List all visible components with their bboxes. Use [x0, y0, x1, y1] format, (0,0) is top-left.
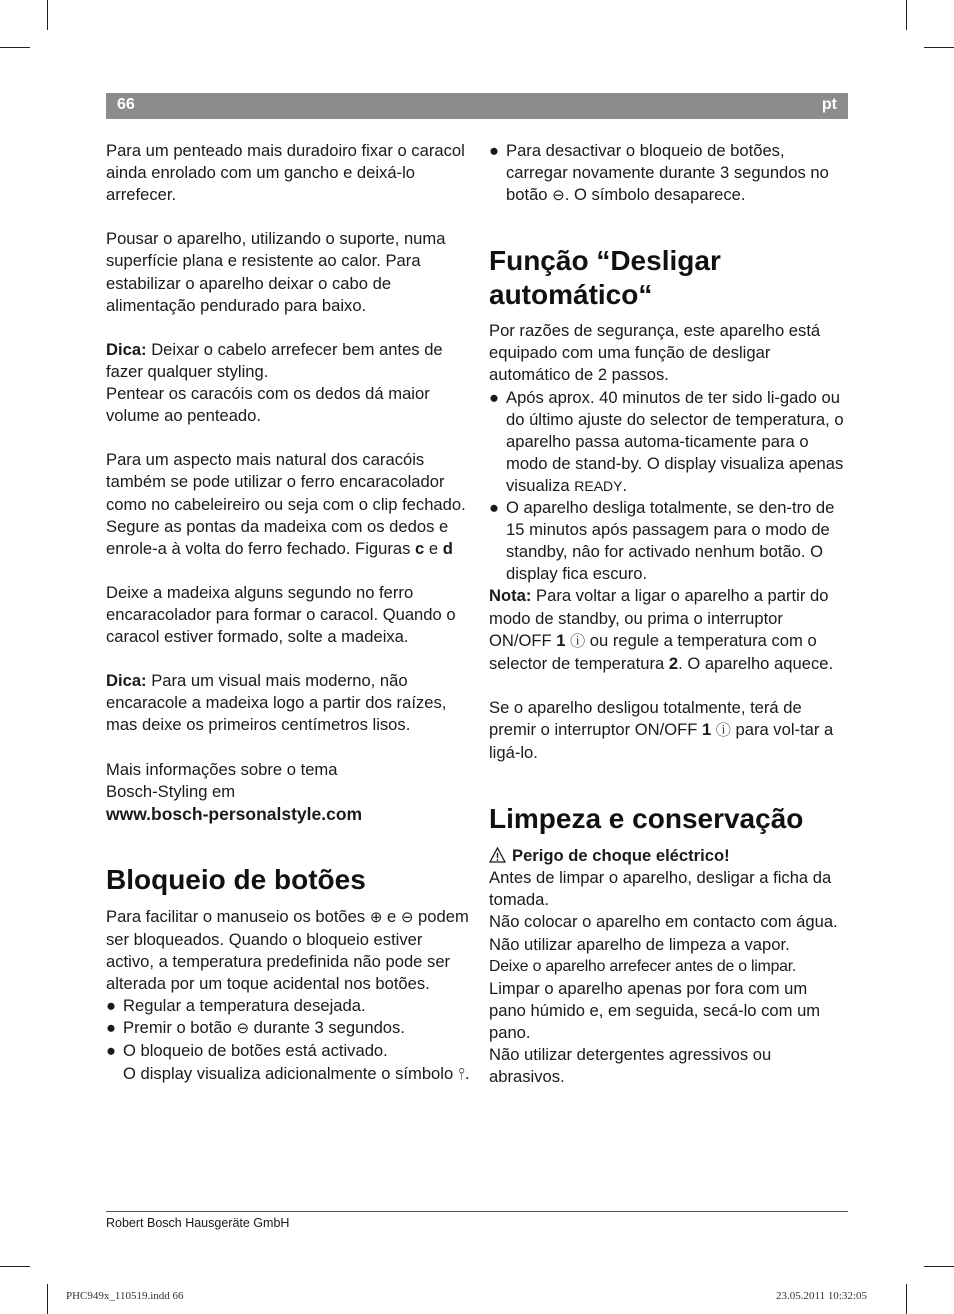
bullet-icon: ●: [106, 1018, 117, 1038]
more-info-line1: Mais informações sobre o tema: [106, 759, 338, 779]
plus-button-icon: ⊕: [369, 908, 383, 926]
slug-filename: PHC949x_110519.indd 66: [66, 1290, 184, 1302]
cleaning-step: Limpar o aparelho apenas por fora com um pano húmido e, em seguida, secá-lo com um pano.: [489, 978, 821, 1042]
list-item: ● Premir o botão ⊖ durante 3 segundos.: [106, 1017, 470, 1040]
power-icon: ⓘ: [715, 721, 731, 739]
heading-auto-off: Função “Desligar automático“: [489, 245, 721, 311]
minus-button-icon: ⊖: [236, 1020, 250, 1038]
note-label: Nota:: [489, 586, 532, 606]
heading-cleaning: Limpeza e conservação: [489, 803, 804, 835]
crop-mark: [906, 0, 907, 30]
crop-mark: [0, 1266, 30, 1267]
bullet-icon: ●: [489, 141, 500, 160]
list-item: ● O aparelho desliga totalmente, se den-tro de 15 minutos após passagem para o modo de standby, nâo for activado nenhum botão. O display fica escuro.: [489, 497, 847, 585]
list-item: ● Regular a temperatura desejada.: [106, 995, 470, 1017]
crop-mark: [924, 47, 954, 48]
right-column: [489, 140, 847, 1088]
bullet-icon: ●: [489, 498, 500, 518]
tip-paragraph-modern: Dica: Para um visual mais moderno, não encaracole a madeixa logo a partir dos raízes, mas deixe os primeiros centímetros lisos.: [106, 671, 447, 735]
paragraph-lock-intro: Para facilitar o manuseio os botões ⊕ e ⊖ podem ser bloqueados. Quando o bloqueio estiver activo, a temperatura predefinida não pode ser alterada por um toque acidental nos botões.: [106, 906, 469, 994]
more-info-line2: Bosch-Styling em: [106, 781, 236, 801]
footer-divider: [106, 1211, 848, 1212]
slug-datetime: 23.05.2011 10:32:05: [776, 1290, 867, 1302]
cleaning-step: Não utilizar detergentes agressivos ou abrasivos.: [489, 1045, 772, 1087]
tip-label: Dica:: [106, 671, 147, 691]
warning-line: [489, 845, 847, 867]
left-column: [106, 140, 470, 1085]
crop-mark: [47, 0, 48, 30]
crop-mark: [0, 47, 30, 48]
cleaning-step: Deixe o aparelho arrefecer antes de o limpar.: [489, 957, 797, 975]
bullet-icon: ●: [106, 996, 117, 1016]
crop-mark: [906, 1284, 907, 1314]
crop-mark: [47, 1284, 48, 1314]
warning-triangle-icon: [489, 847, 506, 863]
crop-mark: [924, 1266, 954, 1267]
cleaning-step: Não colocar o aparelho em contacto com água.: [489, 912, 838, 932]
minus-button-icon: ⊖: [552, 187, 565, 205]
paragraph-hold: Deixe a madeixa alguns segundo no ferro encaracolador para formar o caracol. Quando o caracol estiver formado, solte a madeixa.: [106, 582, 456, 647]
bullet-icon: ●: [489, 387, 500, 407]
bullet-icon: ●: [106, 1041, 117, 1061]
language-code: pt: [821, 96, 837, 113]
paragraph-placing: Pousar o aparelho, utilizando o suporte, numa superfície plana e resistente ao calor. Para estabilizar o aparelho deixar o cabo de alimentação pendurado para baixo.: [106, 229, 446, 315]
minus-button-icon: ⊖: [400, 908, 414, 926]
page-header-bar: [106, 93, 848, 119]
cleaning-step: Não utilizar aparelho de limpeza a vapor.: [489, 934, 790, 954]
list-item: ● O bloqueio de botões está activado. O display visualiza adicionalmente o símbolo ⫯.: [106, 1040, 470, 1084]
paragraph-auto-off-intro: Por razões de segurança, este aparelho está equipado com uma função de desligar automático de 2 passos.: [489, 321, 821, 385]
tip-label: Dica:: [106, 339, 147, 359]
list-item: ● Para desactivar o bloqueio de botões, carregar novamente durante 3 segundos no botão ⊖. O símbolo desaparece.: [489, 140, 847, 207]
paragraph-combing: Pentear os caracóis com os dedos dá maior volume ao penteado.: [106, 384, 430, 426]
website-link[interactable]: www.bosch-personalstyle.com: [106, 803, 363, 824]
tip-paragraph: Dica: Deixar o cabelo arrefecer bem antes de fazer qualquer styling.: [106, 339, 443, 381]
ready-display-text: READY: [574, 477, 623, 494]
paragraph-restart: Se o aparelho desligou totalmente, terá de premir o interruptor ON/OFF 1 ⓘ para vol-tar a ligá-lo.: [489, 697, 834, 763]
power-icon: ⓘ: [570, 632, 586, 650]
cleaning-step: Antes de limpar o aparelho, desligar a ficha da tomada.: [489, 868, 832, 910]
list-item: ● Após aprox. 40 minutos de ter sido li-gado ou do último ajuste do selector de temperatura, o aparelho passa automa-ticamente para o modo de stand-by. O display visualiza apenas visualiza READY.: [489, 387, 847, 497]
heading-button-lock: Bloqueio de botões: [106, 863, 366, 895]
footer-company: Robert Bosch Hausgeräte GmbH: [106, 1216, 290, 1230]
warning-text: Perigo de choque eléctrico!: [512, 846, 730, 866]
note-paragraph: Nota: Para voltar a ligar o aparelho a partir do modo de standby, ou prima o interruptor ON/OFF 1 ⓘ ou regule a temperatura com o selector de temperatura 2. O aparelho aquece.: [489, 586, 834, 673]
paragraph-fixing: Para um penteado mais duradoiro fixar o caracol ainda enrolado com um gancho e deixá-lo arrefecer.: [106, 141, 465, 205]
paragraph-natural-look: Para um aspecto mais natural dos caracóis também se pode utilizar o ferro encaracolador como no cabeleireiro ou seja com o clip fechado. Segure as pontas da madeixa com os dedos e enrole-a à volta do ferro fechado. Figuras c e d: [106, 450, 466, 558]
page-number: 66: [117, 96, 135, 113]
lock-symbol-icon: ⫯: [457, 1063, 466, 1083]
